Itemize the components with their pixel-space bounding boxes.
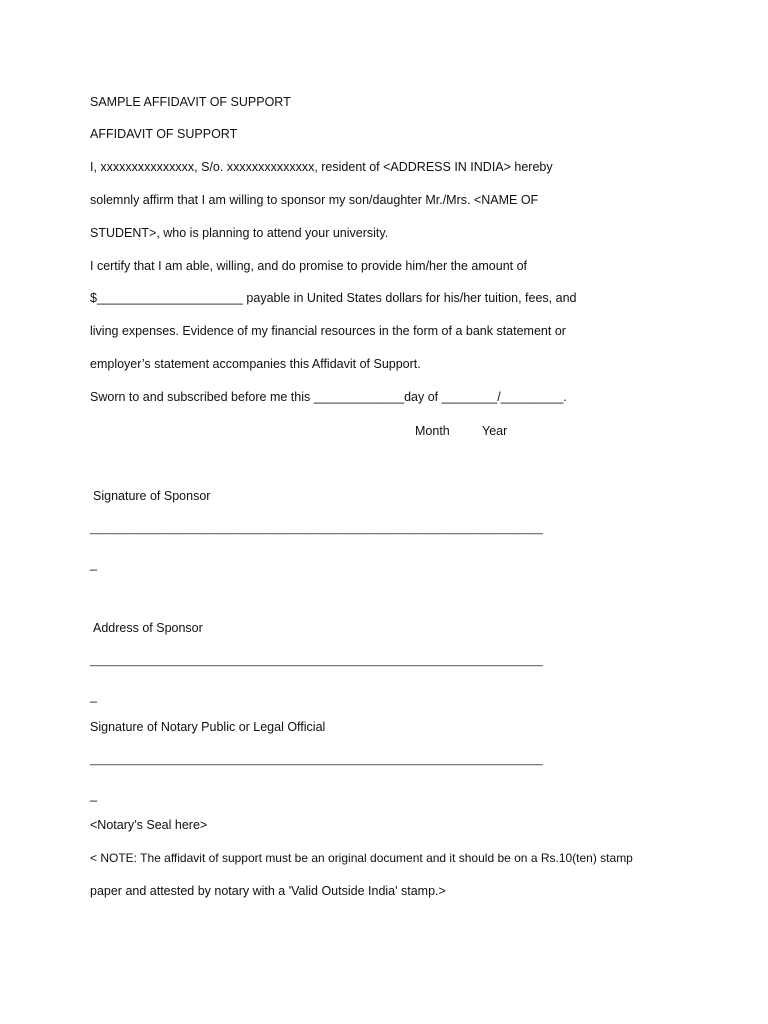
sworn-line: Sworn to and subscribed before me this _____________day of ________/_________. — [90, 390, 567, 404]
notary-signature-line: __________________________________________________________________________ — [90, 754, 543, 766]
paragraph2-line-1: I certify that I am able, willing, and do promise to provide him/her the amount of — [90, 259, 528, 273]
notary-seal-placeholder: <Notary’s Seal here> — [90, 818, 208, 832]
notary-signature-tail: _ — [90, 788, 97, 802]
month-label: Month — [415, 424, 450, 438]
paragraph2-line-4: employer’s statement accompanies this Affidavit of Support. — [90, 357, 421, 371]
paragraph2-line-3: living expenses. Evidence of my financial resources in the form of a bank statement or — [90, 324, 566, 338]
notary-signature-label: Signature of Notary Public or Legal Official — [90, 720, 326, 734]
sponsor-address-line: __________________________________________________________________________ — [90, 655, 543, 667]
paragraph1-line-1: I, xxxxxxxxxxxxxxx, S/o. xxxxxxxxxxxxxx, resident of <ADDRESS IN INDIA> hereby — [90, 160, 553, 174]
sponsor-signature-tail: _ — [90, 557, 97, 571]
sponsor-address-label: Address of Sponsor — [93, 621, 203, 635]
paragraph2-line-2: $_____________________ payable in United States dollars for his/her tuition, fees, and — [90, 291, 577, 305]
paragraph1-line-2: solemnly affirm that I am willing to sponsor my son/daughter Mr./Mrs. <NAME OF — [90, 193, 539, 207]
sponsor-signature-line: __________________________________________________________________________ — [90, 523, 543, 535]
note-line-2: paper and attested by notary with a 'Valid Outside India' stamp.> — [90, 884, 446, 898]
note-line-1: < NOTE: The affidavit of support must be an original document and it should be on a Rs.10(ten) stamp — [90, 851, 633, 865]
sponsor-signature-label: Signature of Sponsor — [93, 489, 211, 503]
sponsor-address-tail: _ — [90, 689, 97, 703]
paragraph1-line-3: STUDENT>, who is planning to attend your university. — [90, 226, 389, 240]
document-heading: SAMPLE AFFIDAVIT OF SUPPORT — [90, 95, 291, 109]
document-title: AFFIDAVIT OF SUPPORT — [90, 127, 238, 141]
year-label: Year — [482, 424, 508, 438]
